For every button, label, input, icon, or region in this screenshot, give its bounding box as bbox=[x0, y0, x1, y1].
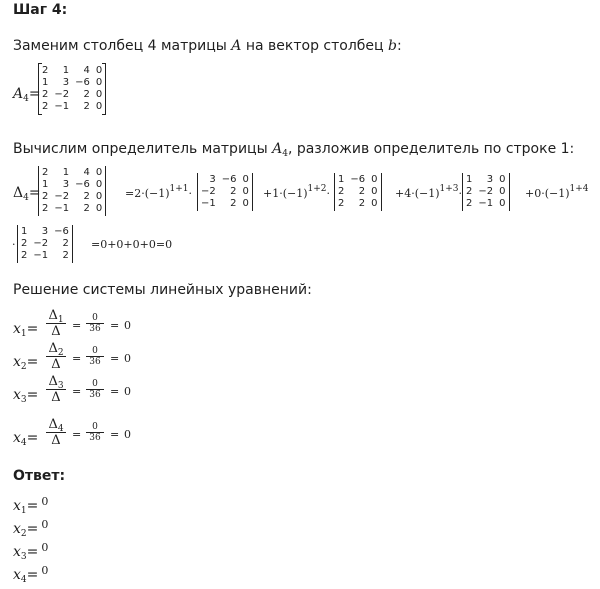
matrix-cell: 2 bbox=[42, 167, 49, 178]
delta-fraction bbox=[46, 374, 66, 405]
matrix-cell: 2 bbox=[83, 101, 90, 112]
solution-lhs bbox=[13, 321, 38, 337]
compute-sentence bbox=[13, 141, 574, 157]
matrix-row bbox=[42, 167, 102, 179]
matrix-cell: 3 bbox=[62, 179, 70, 190]
solution-sub: 2 bbox=[20, 362, 27, 372]
delta-num-sub: 2 bbox=[57, 348, 64, 358]
matrix-cell: 2 bbox=[338, 186, 345, 197]
delta-denominator: Δ bbox=[51, 390, 61, 405]
matrix-cell: −2 bbox=[54, 89, 70, 100]
solution-sub: 4 bbox=[20, 438, 27, 448]
delta-num-sub: 3 bbox=[57, 381, 64, 391]
term-1 bbox=[125, 184, 193, 200]
matrix-cell: 0 bbox=[95, 101, 103, 112]
term-2 bbox=[263, 184, 331, 200]
delta-num-base: Δ bbox=[48, 417, 58, 432]
matrix-cell: 1 bbox=[42, 179, 49, 190]
matrix-row bbox=[42, 203, 102, 215]
a4-matrix-table bbox=[42, 65, 102, 113]
delta-numerator bbox=[46, 374, 66, 390]
matrix-cell: 0 bbox=[371, 186, 378, 197]
compute-sub: 4 bbox=[282, 149, 288, 159]
det-matrix bbox=[38, 166, 106, 216]
delta-num-base: Δ bbox=[48, 308, 58, 323]
det-sub: 4 bbox=[23, 193, 29, 203]
delta-fraction bbox=[46, 417, 66, 448]
matrix-cell: 0 bbox=[499, 186, 506, 197]
matrix-cell: 2 bbox=[83, 203, 90, 214]
matrix-cell: 1 bbox=[62, 65, 70, 76]
value-fraction bbox=[86, 313, 104, 334]
delta-numerator bbox=[46, 341, 66, 357]
matrix-cell: 2 bbox=[83, 89, 90, 100]
minor-4-table bbox=[21, 226, 69, 262]
matrix-cell: 0 bbox=[95, 191, 103, 202]
matrix-cell: −2 bbox=[201, 186, 216, 197]
delta-denominator: Δ bbox=[51, 357, 61, 372]
answer-line bbox=[13, 564, 49, 585]
matrix-cell: 3 bbox=[41, 226, 49, 237]
answer-eq: = bbox=[26, 498, 39, 514]
value-numerator: 0 bbox=[86, 346, 104, 357]
delta-numerator bbox=[46, 308, 66, 324]
minor-4 bbox=[17, 225, 73, 263]
solution-sub: 3 bbox=[20, 395, 27, 405]
matrix-cell: 2 bbox=[42, 203, 49, 214]
term-3-dot: · bbox=[458, 187, 463, 200]
matrix-row bbox=[201, 198, 249, 210]
det-eq: = bbox=[28, 185, 41, 201]
answer-eq: = bbox=[26, 567, 39, 583]
det-matrix-table bbox=[42, 167, 102, 215]
minor-1 bbox=[197, 173, 253, 211]
matrix-row bbox=[338, 198, 378, 210]
matrix-cell: 0 bbox=[95, 77, 103, 88]
matrix-cell: −6 bbox=[54, 226, 69, 237]
term-2-coef: +1·(−1) bbox=[263, 187, 308, 200]
matrix-cell: 0 bbox=[95, 179, 103, 190]
matrix-cell: 2 bbox=[21, 250, 28, 261]
matrix-cell: 0 bbox=[95, 89, 103, 100]
compute-var: A bbox=[272, 141, 283, 157]
value-denominator: 36 bbox=[89, 324, 101, 334]
matrix-cell: −1 bbox=[478, 198, 494, 209]
value-denominator: 36 bbox=[89, 433, 101, 443]
matrix-cell: 1 bbox=[42, 77, 49, 88]
answer-value: 0 bbox=[41, 541, 49, 554]
matrix-row bbox=[42, 89, 102, 101]
matrix-row bbox=[466, 174, 506, 186]
delta-fraction bbox=[46, 341, 66, 372]
answer-line bbox=[13, 518, 49, 539]
term-1-exp: 1+1 bbox=[169, 184, 189, 194]
matrix-cell: −2 bbox=[478, 186, 494, 197]
matrix-cell: 0 bbox=[499, 198, 506, 209]
value-denominator: 36 bbox=[89, 357, 101, 367]
answer-sub: 3 bbox=[20, 552, 27, 562]
answer-var: x bbox=[13, 498, 21, 514]
solution-eq3: = bbox=[110, 428, 120, 441]
value-numerator: 0 bbox=[86, 379, 104, 390]
matrix-cell: 3 bbox=[486, 174, 494, 185]
matrix-cell: 2 bbox=[83, 191, 90, 202]
solution-value: 0 bbox=[124, 428, 131, 441]
answer-sub: 2 bbox=[20, 529, 27, 539]
minor-2-table bbox=[338, 174, 378, 210]
a4-label bbox=[13, 86, 41, 102]
delta-numerator bbox=[46, 417, 66, 433]
matrix-cell: −2 bbox=[54, 191, 70, 202]
det-base: Δ bbox=[13, 185, 24, 201]
delta-denominator: Δ bbox=[51, 324, 61, 339]
replace-colon: : bbox=[396, 38, 402, 54]
solution-var: x bbox=[13, 354, 21, 370]
matrix-cell: −2 bbox=[33, 238, 49, 249]
delta-fraction bbox=[46, 308, 66, 339]
a4-matrix bbox=[38, 64, 106, 114]
value-fraction bbox=[86, 422, 104, 443]
solution-eq3: = bbox=[110, 319, 120, 332]
solution-eq3: = bbox=[110, 352, 120, 365]
matrix-cell: 1 bbox=[62, 167, 70, 178]
matrix-row bbox=[21, 226, 69, 238]
solution-eq3: = bbox=[110, 385, 120, 398]
step-title: Шаг 4: bbox=[13, 2, 68, 18]
matrix-cell: −6 bbox=[75, 179, 90, 190]
matrix-cell: 3 bbox=[209, 174, 216, 185]
compute-post: , разложив определитель по строке 1: bbox=[287, 141, 575, 157]
delta-num-base: Δ bbox=[48, 374, 58, 389]
a4-base: A bbox=[13, 86, 24, 102]
matrix-cell: −6 bbox=[221, 174, 237, 185]
matrix-row bbox=[338, 174, 378, 186]
solution-value: 0 bbox=[124, 319, 131, 332]
value-numerator: 0 bbox=[86, 313, 104, 324]
matrix-row bbox=[42, 101, 102, 113]
value-numerator: 0 bbox=[86, 422, 104, 433]
solution-var: x bbox=[13, 387, 21, 403]
matrix-cell: 0 bbox=[95, 203, 103, 214]
matrix-cell: 2 bbox=[230, 198, 237, 209]
term-1-dot: · bbox=[188, 187, 193, 200]
minor-3-table bbox=[466, 174, 506, 210]
matrix-cell: 0 bbox=[95, 167, 103, 178]
matrix-cell: 2 bbox=[42, 191, 49, 202]
matrix-cell: 0 bbox=[371, 198, 378, 209]
matrix-cell: 2 bbox=[62, 250, 69, 261]
minor-3 bbox=[462, 173, 510, 211]
matrix-cell: 2 bbox=[358, 198, 366, 209]
term-4-dot: · bbox=[12, 238, 16, 251]
value-fraction bbox=[86, 346, 104, 367]
answer-sub: 1 bbox=[20, 506, 27, 516]
matrix-row bbox=[21, 250, 69, 262]
solution-eq2: = bbox=[72, 352, 82, 365]
answer-title: Ответ: bbox=[13, 468, 66, 484]
matrix-cell: 2 bbox=[62, 238, 69, 249]
matrix-row bbox=[42, 77, 102, 89]
delta-num-base: Δ bbox=[48, 341, 58, 356]
matrix-cell: 1 bbox=[21, 226, 28, 237]
term-4-exp: 1+4 bbox=[569, 184, 589, 194]
matrix-cell: 1 bbox=[338, 174, 345, 185]
matrix-row bbox=[466, 186, 506, 198]
term-3-coef: +4·(−1) bbox=[395, 187, 440, 200]
matrix-cell: 2 bbox=[42, 101, 49, 112]
matrix-cell: 2 bbox=[42, 65, 49, 76]
answer-eq: = bbox=[26, 544, 39, 560]
answer-value: 0 bbox=[41, 495, 49, 508]
matrix-cell: −1 bbox=[54, 203, 70, 214]
matrix-cell: 2 bbox=[230, 186, 237, 197]
solution-title: Решение системы линейных уравнений: bbox=[13, 282, 312, 298]
value-fraction bbox=[86, 379, 104, 400]
answer-line bbox=[13, 495, 49, 516]
matrix-cell: 1 bbox=[466, 174, 473, 185]
matrix-row bbox=[42, 65, 102, 77]
solution-eq2: = bbox=[72, 385, 82, 398]
solution-eq2: = bbox=[72, 319, 82, 332]
matrix-cell: −1 bbox=[54, 101, 70, 112]
term-2-exp: 1+2 bbox=[307, 184, 327, 194]
solution-eq: = bbox=[26, 354, 39, 370]
answer-value: 0 bbox=[41, 564, 49, 577]
solution-sub: 1 bbox=[20, 329, 27, 339]
delta-num-sub: 4 bbox=[57, 424, 64, 434]
answer-var: x bbox=[13, 567, 21, 583]
solution-var: x bbox=[13, 430, 21, 446]
matrix-cell: 2 bbox=[42, 89, 49, 100]
matrix-cell: 2 bbox=[358, 186, 366, 197]
delta-denominator: Δ bbox=[51, 433, 61, 448]
term-3-exp: 1+3 bbox=[439, 184, 459, 194]
minor-2 bbox=[334, 173, 382, 211]
delta-num-sub: 1 bbox=[57, 315, 64, 325]
matrix-row bbox=[201, 174, 249, 186]
answer-sub: 4 bbox=[20, 575, 27, 585]
answer-value: 0 bbox=[41, 518, 49, 531]
term-2-dot: · bbox=[326, 187, 331, 200]
matrix-cell: 2 bbox=[338, 198, 345, 209]
matrix-row bbox=[21, 238, 69, 250]
matrix-row bbox=[466, 198, 506, 210]
matrix-cell: −1 bbox=[201, 198, 216, 209]
matrix-cell: 0 bbox=[371, 174, 378, 185]
solution-var: x bbox=[13, 321, 21, 337]
term-3 bbox=[395, 184, 463, 200]
solution-eq: = bbox=[26, 321, 39, 337]
solution-value: 0 bbox=[124, 352, 131, 365]
matrix-cell: 0 bbox=[499, 174, 506, 185]
matrix-cell: −6 bbox=[350, 174, 366, 185]
solution-value: 0 bbox=[124, 385, 131, 398]
replace-sentence bbox=[13, 38, 402, 54]
matrix-row bbox=[201, 186, 249, 198]
term-4-coef: +0·(−1) bbox=[525, 187, 570, 200]
matrix-row bbox=[338, 186, 378, 198]
matrix-cell: 2 bbox=[466, 198, 473, 209]
matrix-cell: 3 bbox=[62, 77, 70, 88]
solution-lhs bbox=[13, 354, 38, 370]
matrix-cell: 0 bbox=[242, 198, 249, 209]
solution-eq: = bbox=[26, 387, 39, 403]
matrix-cell: 4 bbox=[83, 167, 90, 178]
matrix-cell: 0 bbox=[242, 174, 249, 185]
matrix-cell: 2 bbox=[21, 238, 28, 249]
solution-eq2: = bbox=[72, 428, 82, 441]
replace-mid: на вектор столбец bbox=[241, 38, 388, 54]
solution-eq: = bbox=[26, 430, 39, 446]
matrix-cell: −6 bbox=[75, 77, 90, 88]
term-1-coef: =2·(−1) bbox=[125, 187, 170, 200]
a4-eq: = bbox=[28, 86, 41, 102]
term-4 bbox=[525, 184, 589, 200]
solution-lhs bbox=[13, 387, 38, 403]
matrix-row bbox=[42, 191, 102, 203]
answer-line bbox=[13, 541, 49, 562]
answer-var: x bbox=[13, 544, 21, 560]
minor-1-table bbox=[201, 174, 249, 210]
det-result: =0+0+0+0=0 bbox=[91, 238, 173, 251]
answer-eq: = bbox=[26, 521, 39, 537]
answer-var: x bbox=[13, 521, 21, 537]
replace-var: A bbox=[231, 38, 242, 54]
det-label bbox=[13, 185, 41, 201]
compute-pre: Вычислим определитель матрицы bbox=[13, 141, 273, 157]
matrix-cell: 0 bbox=[95, 65, 103, 76]
matrix-cell: 4 bbox=[83, 65, 90, 76]
matrix-cell: 2 bbox=[466, 186, 473, 197]
matrix-cell: 0 bbox=[242, 186, 249, 197]
matrix-row bbox=[42, 179, 102, 191]
solution-lhs bbox=[13, 430, 38, 446]
value-denominator: 36 bbox=[89, 390, 101, 400]
replace-vec: b bbox=[388, 38, 397, 54]
replace-pre: Заменим столбец 4 матрицы bbox=[13, 38, 232, 54]
matrix-cell: −1 bbox=[33, 250, 49, 261]
a4-sub: 4 bbox=[23, 94, 29, 104]
